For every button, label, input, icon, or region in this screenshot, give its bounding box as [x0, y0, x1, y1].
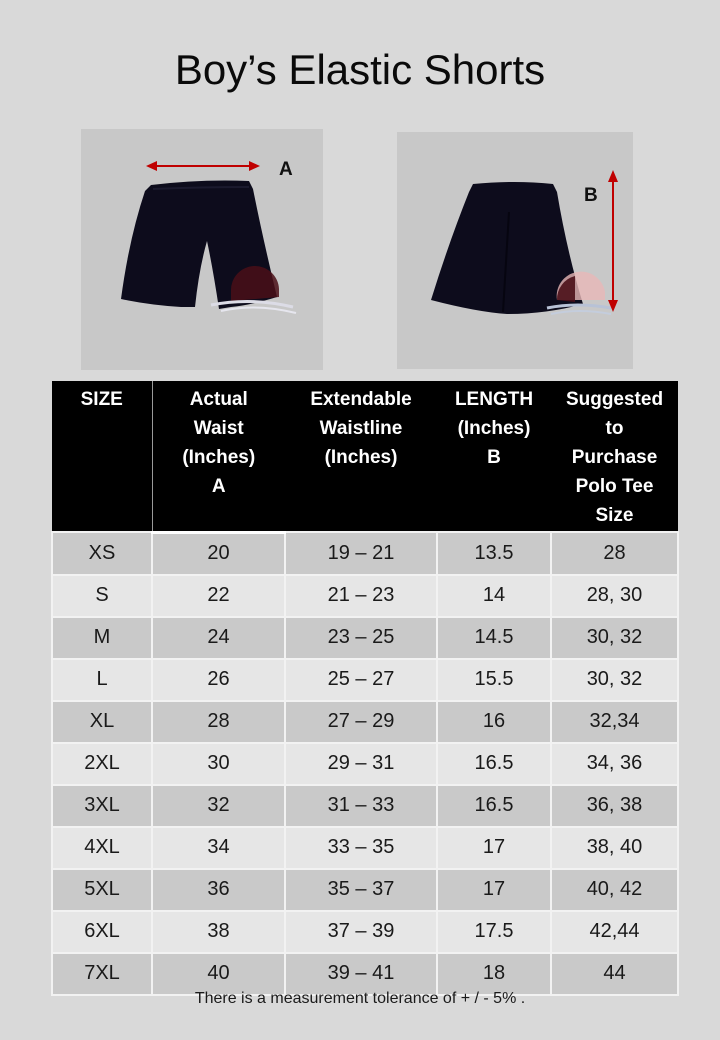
header-line: (Inches) [324, 447, 398, 468]
cell-size: L [52, 659, 152, 701]
dimension-label-b: B [584, 185, 598, 206]
cell-polo: 40, 42 [551, 869, 678, 911]
cell-polo: 44 [551, 953, 678, 995]
cell-length: 14.5 [437, 617, 551, 659]
cell-size: 6XL [52, 911, 152, 953]
header-line: (Inches) [457, 418, 531, 439]
shorts-side-photo [397, 132, 633, 369]
cell-waist: 24 [152, 617, 285, 659]
cell-length: 17 [437, 827, 551, 869]
header-line: to [605, 418, 624, 439]
header-line: Suggested [565, 389, 664, 410]
cell-polo: 30, 32 [551, 659, 678, 701]
length-arrow-icon [608, 170, 618, 312]
tolerance-note: There is a measurement tolerance of + / - 5% . [194, 990, 526, 1007]
header-line: A [211, 476, 226, 497]
table-row [52, 659, 678, 701]
cell-extendable: 37 – 39 [285, 911, 437, 953]
cell-waist: 40 [152, 953, 285, 995]
shorts-side-illustration [397, 132, 633, 369]
header-line: SIZE [80, 389, 123, 410]
table-row [52, 617, 678, 659]
table-row [52, 575, 678, 617]
cell-length: 13.5 [437, 532, 551, 575]
table-row [52, 743, 678, 785]
cell-waist: 26 [152, 659, 285, 701]
cell-extendable: 29 – 31 [285, 743, 437, 785]
cell-waist: 36 [152, 869, 285, 911]
cell-size: 4XL [52, 827, 152, 869]
cell-extendable: 21 – 23 [285, 575, 437, 617]
cell-extendable: 27 – 29 [285, 701, 437, 743]
header-line: (Inches) [182, 447, 256, 468]
header-actual-waist [152, 381, 285, 532]
cell-polo: 42,44 [551, 911, 678, 953]
cell-length: 18 [437, 953, 551, 995]
shorts-front-photo [81, 129, 323, 370]
header-line: B [487, 447, 501, 468]
cell-extendable: 23 – 25 [285, 617, 437, 659]
cell-extendable: 33 – 35 [285, 827, 437, 869]
table-row [52, 532, 678, 575]
dimension-label-a: A [279, 159, 293, 180]
header-size [52, 381, 152, 532]
table-row [52, 785, 678, 827]
header-line: Polo Tee [575, 476, 654, 497]
cell-waist: 38 [152, 911, 285, 953]
cell-polo: 36, 38 [551, 785, 678, 827]
cell-size: 3XL [52, 785, 152, 827]
cell-waist: 32 [152, 785, 285, 827]
cell-polo: 34, 36 [551, 743, 678, 785]
cell-length: 17.5 [437, 911, 551, 953]
cell-extendable: 39 – 41 [285, 953, 437, 995]
header-suggested-polo-size [551, 381, 678, 532]
header-line: LENGTH [454, 389, 534, 410]
cell-length: 14 [437, 575, 551, 617]
header-line: Waist [193, 418, 244, 439]
cell-extendable: 25 – 27 [285, 659, 437, 701]
table-header-row [52, 381, 678, 532]
cell-polo: 30, 32 [551, 617, 678, 659]
cell-extendable: 19 – 21 [285, 532, 437, 575]
cell-size: XS [52, 532, 152, 575]
table-row [52, 701, 678, 743]
cell-length: 16.5 [437, 743, 551, 785]
table-row [52, 869, 678, 911]
cell-polo: 38, 40 [551, 827, 678, 869]
cell-size: XL [52, 701, 152, 743]
cell-length: 17 [437, 869, 551, 911]
size-chart-table [51, 381, 679, 996]
header-line: Actual [189, 389, 248, 410]
waist-arrow-icon [146, 161, 260, 171]
cell-size: M [52, 617, 152, 659]
header-line: Waistline [319, 418, 403, 439]
header-line: Purchase [571, 447, 658, 468]
cell-waist: 34 [152, 827, 285, 869]
table-row [52, 911, 678, 953]
cell-length: 15.5 [437, 659, 551, 701]
table-row [52, 827, 678, 869]
cell-extendable: 31 – 33 [285, 785, 437, 827]
cell-polo: 28 [551, 532, 678, 575]
cell-size: 5XL [52, 869, 152, 911]
cell-length: 16 [437, 701, 551, 743]
cell-size: 7XL [52, 953, 152, 995]
header-length [437, 381, 551, 532]
cell-waist: 30 [152, 743, 285, 785]
header-line: Extendable [310, 389, 412, 410]
cell-waist: 22 [152, 575, 285, 617]
header-line: Size [595, 505, 634, 526]
cell-length: 16.5 [437, 785, 551, 827]
cell-waist: 20 [152, 532, 285, 575]
cell-size: S [52, 575, 152, 617]
page-title: Boy’s Elastic Shorts [174, 46, 546, 93]
table-body [52, 532, 678, 995]
cell-extendable: 35 – 37 [285, 869, 437, 911]
cell-polo: 32,34 [551, 701, 678, 743]
cell-size: 2XL [52, 743, 152, 785]
cell-polo: 28, 30 [551, 575, 678, 617]
table-row [52, 953, 678, 995]
header-extendable-waistline [285, 381, 437, 532]
cell-waist: 28 [152, 701, 285, 743]
